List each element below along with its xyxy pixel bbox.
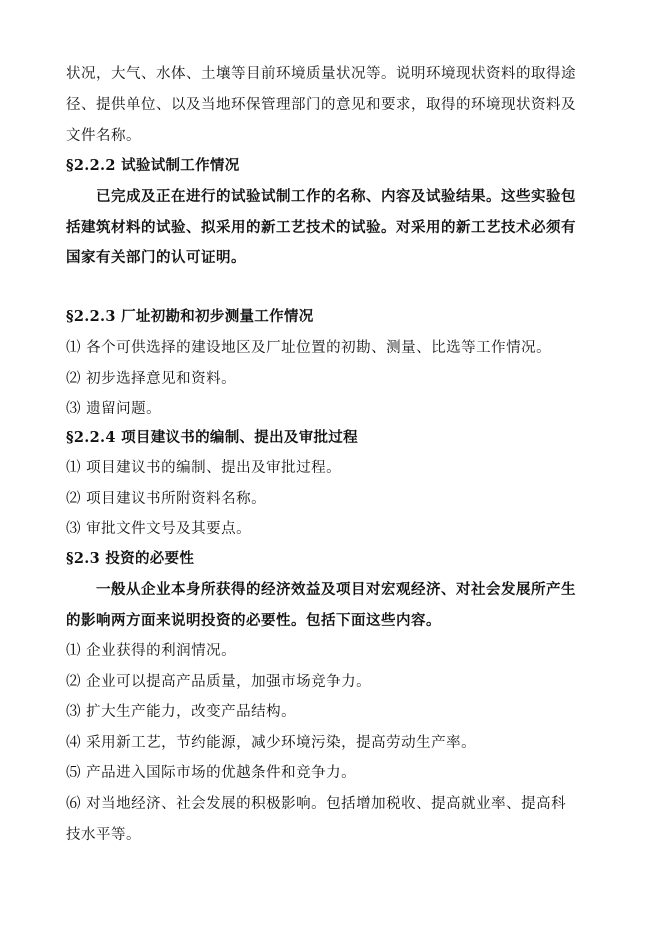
- para1-line2: 径、提供单位、以及当地环保管理部门的意见和要求，取得的环境现状资料及: [66, 97, 576, 113]
- section-2-3-item4: ⑷ 采用新工艺，节约能源，减少环境污染，提高劳动生产率。: [66, 735, 477, 751]
- section-2-3-line1: 一般从企业本身所获得的经济效益及项目对宏观经济、对社会发展所产生: [96, 581, 576, 598]
- section-2-3-line2: 的影响两方面来说明投资的必要性。包括下面这些内容。: [66, 612, 441, 629]
- section-2-2-4-title: §2.2.4 项目建议书的编制、提出及审批过程: [66, 429, 358, 446]
- section-2-2-2-line2: 括建筑材料的试验、拟采用的新工艺技术的试验。对采用的新工艺技术必须有: [66, 219, 576, 236]
- section-2-2-2-line1: 已完成及正在进行的试验试制工作的名称、内容及试验结果。这些实验包: [96, 188, 576, 205]
- section-2-2-2-line3: 国家有关部门的认可证明。: [66, 249, 246, 266]
- section-2-2-3-item2: ⑵ 初步选择意见和资料。: [66, 371, 237, 387]
- section-2-2-4-item2: ⑵ 项目建议书所附资料名称。: [66, 491, 267, 507]
- section-2-2-4-item3: ⑶ 审批文件文号及其要点。: [66, 521, 252, 537]
- para1-line3: 文件名称。: [66, 128, 141, 144]
- section-2-3-item2: ⑵ 企业可以提高产品质量，加强市场竞争力。: [66, 674, 372, 690]
- para1-line1: 状况，大气、水体、土壤等目前环境质量状况等。说明环境现状资料的取得途: [66, 66, 576, 82]
- section-2-2-4-item1: ⑴ 项目建议书的编制、提出及审批过程。: [66, 460, 342, 476]
- section-2-3-item5: ⑸ 产品进入国际市场的优越条件和竞争力。: [66, 765, 357, 781]
- section-2-2-3-item3: ⑶ 遗留问题。: [66, 401, 162, 417]
- section-2-3-item6: ⑹ 对当地经济、社会发展的积极影响。包括增加税收、提高就业率、提高科: [66, 796, 567, 812]
- section-2-3-item3: ⑶ 扩大生产能力，改变产品结构。: [66, 704, 297, 720]
- section-2-2-2-title: §2.2.2 试验试制工作情况: [66, 157, 240, 174]
- section-2-2-3-item1: ⑴ 各个可供选择的建设地区及厂址位置的初勘、测量、比选等工作情况。: [66, 340, 552, 356]
- section-2-3-item6-continued: 技水平等。: [66, 827, 141, 843]
- section-2-3-title: §2.3 投资的必要性: [66, 550, 195, 567]
- section-2-3-item1: ⑴ 企业获得的利润情况。: [66, 643, 237, 659]
- section-2-2-3-title: §2.2.3 厂址初勘和初步测量工作情况: [66, 308, 314, 325]
